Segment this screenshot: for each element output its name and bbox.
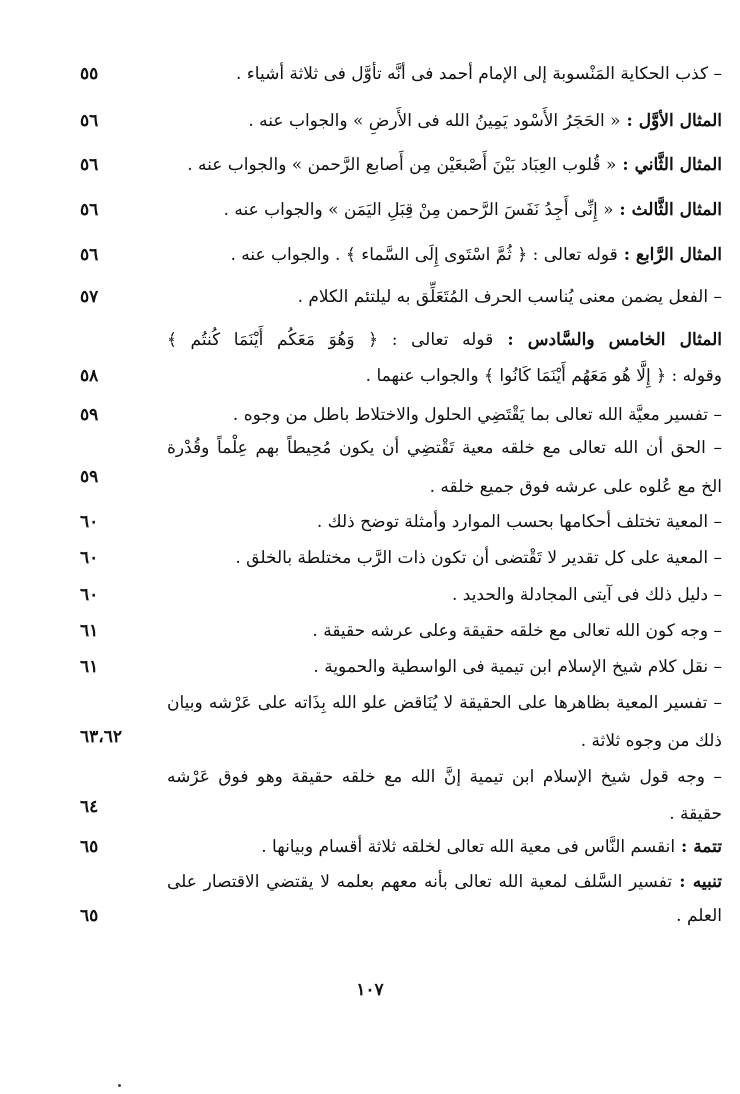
entry-line [167,359,722,393]
entry-heading: المثال الثَّاني : [616,155,722,175]
entry-page-ref: ٥٨ [80,366,99,386]
entry-page-ref: ٦٠ [80,512,99,532]
entry-text: – تفسير معيَّة الله تعالى بما يَقْتَضِي الحلول والاختلاط باطل من وجوه . [232,405,722,425]
entry-line [167,398,722,432]
entry-line [167,57,722,91]
entry-text: قوله تعالى : ﴿ ثُمَّ اسْتَوى إِلَى السَّماء ﴾ . والجواب عنه . [230,245,618,265]
entry-text: وقوله : ﴿ إِلَّا هُو مَعَهُم أَيْنَمَا كَانُوا ﴾ والجواب عنهما . [365,366,722,386]
entry-line [167,238,722,272]
entry-line [167,193,722,227]
entry-page-ref: ٥٩ [80,405,99,425]
entry-text: – تفسير المعية بظاهرها على الحقيقة لا يُنَاقض علو الله بِذَاته على عَرْشه وبيان [167,693,722,713]
entry-line [167,431,722,465]
entry-text: – دليل ذلك فى آيتى المجادلة والحديد . [451,585,722,605]
entry-line [167,470,722,504]
entry-page-ref: ٦١ [80,657,99,677]
entry-line [167,650,722,684]
entry-text: حقيقة . [669,804,722,824]
entry-line [167,578,722,612]
entry-page-ref: ٥٩ [80,467,99,487]
entry-text: انقسم النَّاس فى معية الله تعالى لخلقه ثلاثة أقسام وبيانها . [261,837,676,857]
entry-page-ref: ٦٠ [80,585,99,605]
entry-page-ref: ٥٦ [80,155,99,175]
entry-page-ref: ٦١ [80,621,99,641]
entry-line [167,830,722,864]
entry-heading: المثال الأوَّل : [620,111,722,131]
entry-line [167,541,722,575]
entry-text: – المعية تختلف أحكامها بحسب الموارد وأمثلة توضح ذلك . [316,512,722,532]
entry-heading: المثال الثَّالث : [613,200,722,220]
entry-page-ref: ٦٥ [80,906,99,926]
entry-text: « قُلوب العِبَاد بَيْنَ أَصْبعَيْن مِن أَصابع الرَّحمن » والجواب عنه . [187,155,617,175]
entry-line [167,104,722,138]
entry-line [167,148,722,182]
entry-page-ref: ٦٥ [80,837,99,857]
entry-text: « إِنِّى أَجِدُ نَفَسَ الرَّحمن مِنْ قِبَلِ اليَمَن » والجواب عنه . [223,200,614,220]
entry-heading: المثال الخامس والسَّادس : [493,330,722,350]
entry-text: – المعية على كل تقدير لا تَقْتضى أن تكون ذات الرَّب مختلطة بالخلق . [235,548,722,568]
entry-text: – وجه كون الله تعالى مع خلقه حقيقة وعلى عرشه حقيقة . [312,621,722,641]
entry-text: قوله تعالى : ﴿ وَهُوَ مَعَكُم أَيْنَمَا كُنتُم ﴾ [167,330,494,350]
entry-line [167,505,722,539]
entry-page-ref: ٥٥ [80,64,99,84]
entry-text: ذلك من وجوه ثلاثة . [580,731,722,751]
entry-page-ref: ٥٦ [80,200,99,220]
entry-heading: تتمة : [675,837,722,857]
entry-page-ref: ٥٧ [80,287,99,307]
entry-line [167,797,722,831]
entry-text: – نقل كلام شيخ الإسلام ابن تيمية فى الواسطية والحموية . [313,657,722,677]
entry-page-ref: ٦٤ [80,797,99,817]
scan-speck [118,1084,121,1087]
entry-text: – كذب الحكاية المَنْسوبة إلى الإمام أحمد فى أنَّه تأوَّل فى ثلاثة أشياء . [235,64,722,84]
entry-line [167,686,722,720]
entry-heading: تنبيه : [672,872,722,892]
entry-text: تفسير السَّلف لمعية الله تعالى بأنه معهم بعلمه لا يقتضي الاقتصار على [167,872,673,892]
entry-text: – الفعل يضمن معنى يُناسب الحرف المُتَعَلِّق به ليلتئم الكلام . [297,287,722,307]
entry-text: العلم . [676,906,722,926]
entry-page-ref: ٦٣،٦٢ [80,727,123,747]
entry-line [167,724,722,758]
entry-line [167,865,722,899]
entry-text: – الحق أن الله تعالى مع خلقه معية تَقْتضِي أن يكون مُحِيطاً بهم عِلْماً وقُدْرة [167,438,722,458]
entry-text: « الحَجَرُ الأَسْود يَمِينُ الله فى الأَرضِ » والجواب عنه . [248,111,621,131]
entry-line [167,899,722,933]
entry-page-ref: ٥٦ [80,245,99,265]
entry-line [167,280,722,314]
entry-page-ref: ٥٦ [80,111,99,131]
entry-line [167,760,722,794]
entry-line [167,614,722,648]
page-number: ١٠٧ [356,980,384,1000]
entry-page-ref: ٦٠ [80,548,99,568]
entry-text: – وجه قول شيخ الإسلام ابن تيمية إنَّ الله مع خلقه حقيقة وهو فوق عَرْشه [167,767,722,787]
entry-heading: المثال الرَّابع : [617,245,722,265]
entry-line [167,323,722,357]
entry-text: الخ مع عُلوه على عرشه فوق جميع خلقه . [429,477,722,497]
